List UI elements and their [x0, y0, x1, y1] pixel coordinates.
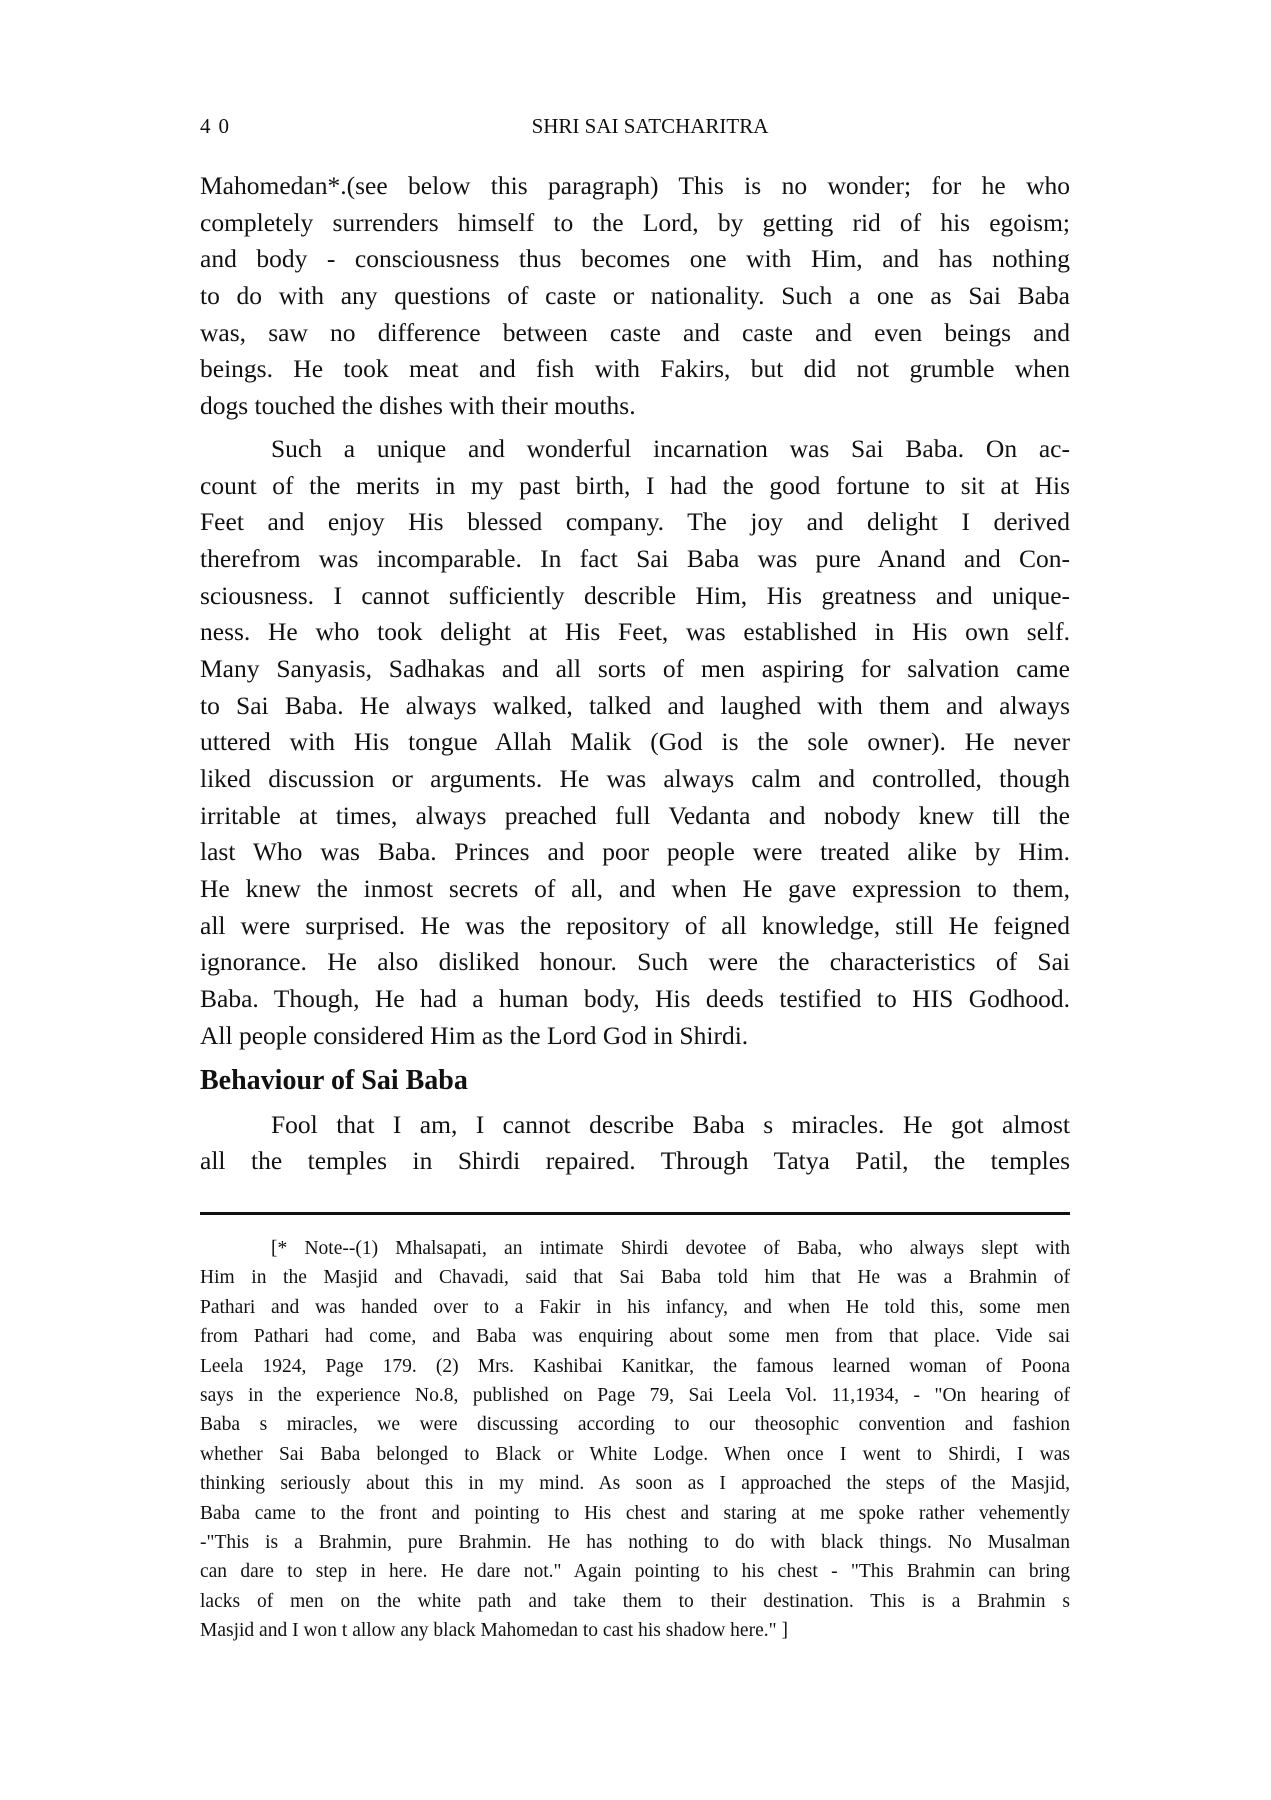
text-line: He knew the inmost secrets of all, and when He gave expression to them,: [200, 874, 1070, 904]
text-line: Fool that I am, I cannot describe Baba s miracles. He got almost: [271, 1109, 1070, 1139]
text-line: beings. He took meat and fish with Fakirs, but did not grumble when: [200, 354, 1070, 384]
text-line: lacks of men on the white path and take them to their destination. This is a Brahmin s: [200, 1590, 1070, 1612]
running-header: [200, 114, 1070, 144]
text-line: thinking seriously about this in my mind. As soon as I approached the steps of the Masjid,: [200, 1473, 1070, 1495]
text-line: Leela 1924, Page 179. (2) Mrs. Kashibai Kanitkar, the famous learned woman of Poona: [200, 1355, 1070, 1377]
text-line: therefrom was incomparable. In fact Sai Baba was pure Anand and Con-: [200, 543, 1070, 573]
text-line: all the temples in Shirdi repaired. Through Tatya Patil, the temples: [200, 1146, 1070, 1176]
text-line: Baba came to the front and pointing to His chest and staring at me spoke rather vehemently: [200, 1502, 1070, 1524]
text-line: Many Sanyasis, Sadhakas and all sorts of men aspiring for salvation came: [200, 653, 1070, 683]
text-line: -"This is a Brahmin, pure Brahmin. He has nothing to do with black things. No Musalman: [200, 1531, 1070, 1553]
text-line: says in the experience No.8, published on Page 79, Sai Leela Vol. 11,1934, - "On hearing of: [200, 1384, 1070, 1406]
text-line: all were surprised. He was the repository of all knowledge, still He feigned: [200, 910, 1070, 940]
text-line: whether Sai Baba belonged to Black or White Lodge. When once I went to Shirdi, I was: [200, 1443, 1070, 1465]
text-line: Masjid and I won t allow any black Mahomedan to cast his shadow here." ]: [200, 1620, 788, 1642]
text-line: All people considered Him as the Lord God in Shirdi.: [200, 1020, 749, 1050]
page-number: 40: [200, 114, 237, 138]
text-line: uttered with His tongue Allah Malik (God is the sole owner). He never: [200, 727, 1070, 757]
text-line: and body - consciousness thus becomes one with Him, and has nothing: [200, 244, 1070, 274]
text-line: count of the merits in my past birth, I had the good fortune to sit at His: [200, 470, 1070, 500]
text-line: Feet and enjoy His blessed company. The joy and delight I derived: [200, 507, 1070, 537]
text-line: to do with any questions of caste or nationality. Such a one as Sai Baba: [200, 281, 1070, 311]
text-line: completely surrenders himself to the Lord, by getting rid of his egoism;: [200, 207, 1070, 237]
text-line: sciousness. I cannot sufficiently describle Him, His greatness and unique-: [200, 580, 1070, 610]
body-text: [200, 168, 1070, 1180]
footnote-divider: [200, 1212, 1070, 1215]
text-line: Mahomedan*.(see below this paragraph) This is no wonder; for he who: [200, 171, 1070, 200]
text-line: ness. He who took delight at His Feet, was established in His own self.: [200, 617, 1070, 647]
text-line: from Pathari had come, and Baba was enquiring about some men from that place. Vide sai: [200, 1326, 1070, 1348]
footnote: [200, 1234, 1070, 1645]
section-heading: Behaviour of Sai Baba: [200, 1064, 468, 1096]
text-line: irritable at times, always preached full Vedanta and nobody knew till the: [200, 800, 1070, 830]
text-line: Baba. Though, He had a human body, His deeds testified to HIS Godhood.: [200, 984, 1070, 1014]
text-line: last Who was Baba. Princes and poor people were treated alike by Him.: [200, 837, 1070, 867]
text-line: to Sai Baba. He always walked, talked and laughed with them and always: [200, 690, 1070, 720]
text-line: ignorance. He also disliked honour. Such were the characteristics of Sai: [200, 947, 1070, 977]
text-line: was, saw no difference between caste and caste and even beings and: [200, 317, 1070, 347]
text-line: dogs touched the dishes with their mouths.: [200, 391, 636, 421]
text-line: liked discussion or arguments. He was always calm and controlled, though: [200, 764, 1070, 793]
text-line: Baba s miracles, we were discussing according to our theosophic convention and fashion: [200, 1414, 1070, 1436]
text-line: can dare to step in here. He dare not." Again pointing to his chest - "This Brahmin can bring: [200, 1561, 1070, 1583]
paragraph-2: [200, 431, 1070, 1055]
text-line: [* Note--(1) Mhalsapati, an intimate Shirdi devotee of Baba, who always slept with: [271, 1238, 1070, 1259]
running-title: SHRI SAI SATCHARITRA: [531, 114, 769, 138]
text-line: Pathari and was handed over to a Fakir in his infancy, and when He told this, some men: [200, 1296, 1070, 1318]
paragraph-3: [200, 1107, 1070, 1180]
text-line: Him in the Masjid and Chavadi, said that Sai Baba told him that He was a Brahmin of: [200, 1267, 1070, 1289]
text-line: Such a unique and wonderful incarnation was Sai Baba. On ac-: [271, 433, 1070, 463]
paragraph-1: [200, 168, 1070, 425]
